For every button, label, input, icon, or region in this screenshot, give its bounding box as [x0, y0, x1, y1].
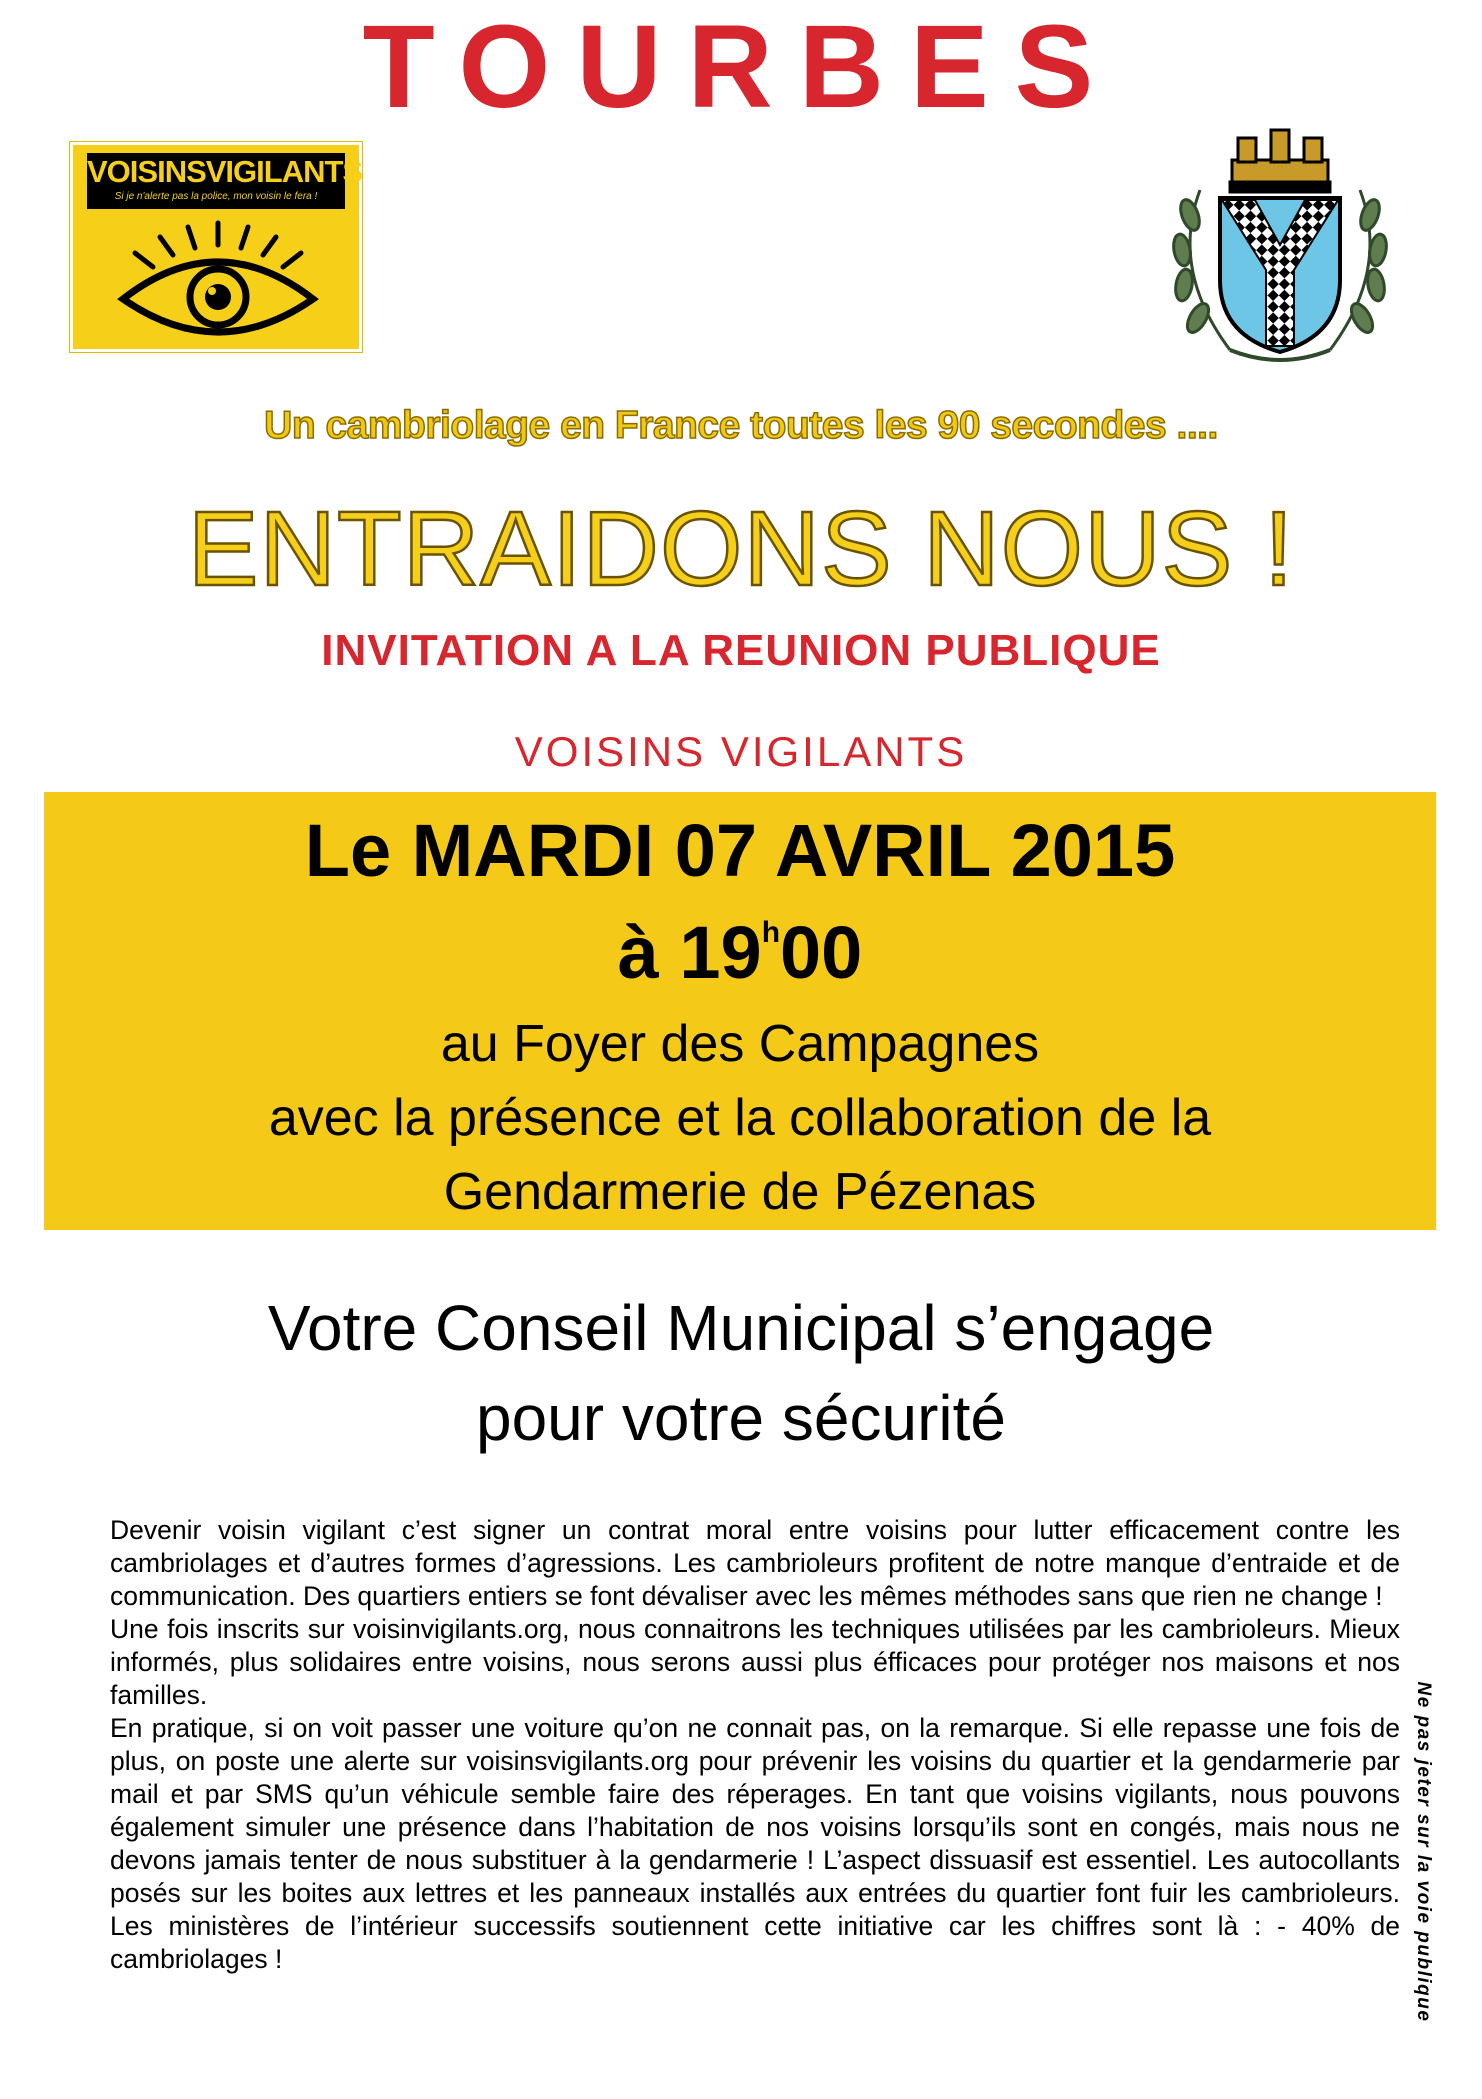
event-time-hour-mark: h [761, 916, 781, 949]
body-paragraph-3: En pratique, si on voit passer une voiture qu’on ne connait pas, on la remarque. Si elle repasse une fois de plus, on poste une alerte sur voisinsvigilants.org pour prévenir les voisins du quartier et la gendarmerie par mail et par SMS qu’un véhicule semble faire des réperages. En tant que voisins vigilants, nous pouvons également simuler une présence dans l’habitation de nos voisins lorsqu’ils sont en congés, mais nous ne devons jamais tenter de nous substituer à la gendarmerie ! L’aspect dissuasif est essentiel. Les autocollants posés sur les boites aux lettres et les panneaux installés aux entrées du quartier font fuir les cambrioleurs. Les ministères de l’intérieur successifs soutiennent cette initiative car les chiffres sont là : - 40% de cambriolages ! [110, 1713, 1400, 1974]
event-time-hour: à 19 [617, 911, 762, 994]
tagline: Un cambriolage en France toutes les 90 secondes .... [264, 404, 1218, 447]
logo-slogan: Si je n'alerte pas la police, mon voisin le fera ! [114, 191, 318, 202]
commitment-line-1: Votre Conseil Municipal s’engage [267, 1292, 1215, 1364]
logo-banner [87, 153, 363, 209]
coat-of-arms-icon [1160, 120, 1400, 380]
program-name: VOISINS VIGILANTS [514, 728, 968, 775]
commitment-line-2: pour votre sécurité [475, 1382, 1007, 1454]
body-paragraph-1: Devenir voisin vigilant c’est signer un contrat moral entre voisins pour lutter efficacement contre les cambriolages et d’autres formes d’agressions. Les cambrioleurs profitent de notre manque d’entraide et de communication. Des quartiers entiers se font dévaliser avec les mêmes méthodes sans que rien ne change ! [110, 1515, 1400, 1611]
event-gendarmerie: Gendarmerie de Pézenas [443, 1163, 1037, 1221]
event-place: au Foyer des Campagnes [440, 1015, 1040, 1073]
logo-brand-text: VOISINSVIGILANTS [87, 154, 363, 189]
event-time-minutes: 00 [780, 911, 863, 994]
side-note: Ne pas jeter sur la voie publique [1413, 1681, 1434, 2023]
event-details-box [44, 792, 1436, 1230]
event-time [44, 911, 1436, 994]
invitation-heading: INVITATION A LA REUNION PUBLIQUE [321, 626, 1161, 675]
event-presence: avec la présence et la collaboration de la [268, 1089, 1212, 1147]
event-date: Le MARDI 07 AVRIL 2015 [304, 809, 1176, 892]
body-text [110, 1514, 1400, 1976]
eye-icon [113, 215, 323, 345]
body-paragraph-2: Une fois inscrits sur voisinvigilants.org, nous connaitrons les techniques utilisées par les cambrioleurs. Mieux informés, plus solidaires entre voisins, nous serons aussi plus éfficaces pour protéger nos maisons et nos familles. [110, 1614, 1400, 1710]
headline: ENTRAIDONS NOUS ! [187, 490, 1295, 608]
town-title: TOURBES [362, 1, 1120, 133]
voisins-vigilants-logo [70, 142, 362, 352]
